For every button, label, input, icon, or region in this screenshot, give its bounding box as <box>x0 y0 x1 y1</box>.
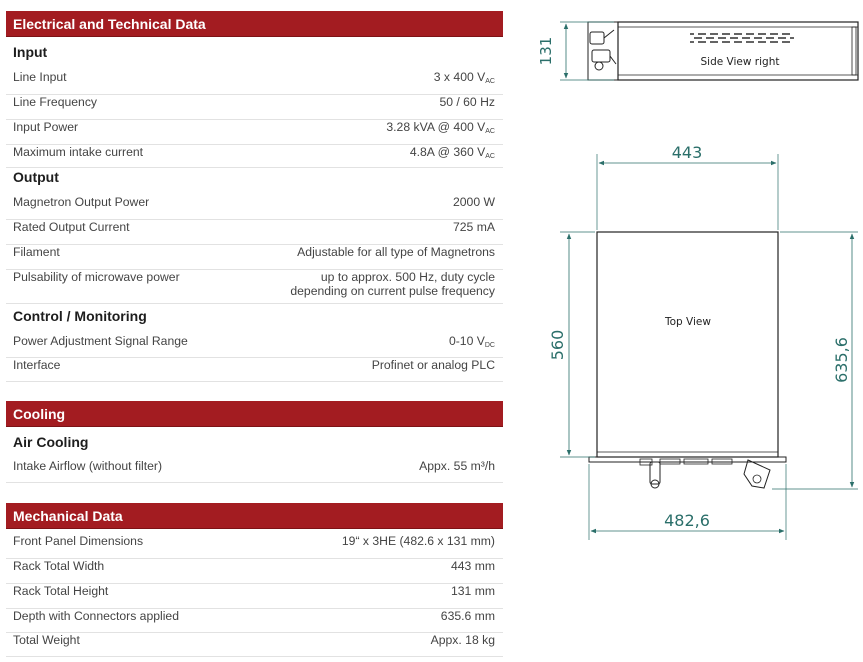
section-header-mechanical: Mechanical Data <box>6 503 503 529</box>
row-label: Total Weight <box>13 633 80 647</box>
subheading-output: Output <box>13 169 59 185</box>
top-view-drawing <box>589 232 786 488</box>
row-label: Line Frequency <box>13 95 98 109</box>
row-label: Intake Airflow (without filter) <box>13 459 163 473</box>
row-value: 635.6 mm <box>440 609 495 623</box>
section-header-cooling: Cooling <box>6 401 503 427</box>
row-value: 2000 W <box>452 195 495 209</box>
row-label: Power Adjustment Signal Range <box>13 334 188 348</box>
row-value: 725 mA <box>452 220 495 234</box>
svg-text:131: 131 <box>537 36 555 66</box>
dimension-depth <box>548 232 595 457</box>
side-view-label: Side View right <box>700 56 780 68</box>
dimension-width <box>597 143 778 230</box>
row-value: 3.28 kVA @ 400 $V_{AC}$ <box>386 120 495 135</box>
row-value: up to approx. 500 Hz, duty cycle depending on current pulse frequency <box>290 270 495 298</box>
dimension-height <box>537 22 614 80</box>
row-label: Filament <box>13 245 60 259</box>
row-value: Appx. 55 m³/h <box>419 459 495 473</box>
row-value: 443 mm <box>450 559 495 573</box>
svg-text:482,6: 482,6 <box>664 511 710 530</box>
row-label: Depth with Connectors applied <box>13 609 179 623</box>
row-label: Interface <box>13 358 61 372</box>
row-value: Appx. 18 kg <box>430 633 495 647</box>
side-view-drawing <box>588 22 858 80</box>
top-view-label: Top View <box>665 316 711 328</box>
row-value: 0-10 $V_{DC}$ <box>448 334 495 349</box>
svg-text:560: 560 <box>548 329 567 361</box>
row-value: Adjustable for all type of Magnetrons <box>297 245 495 259</box>
row-value: 19“ x 3HE (482.6 x 131 mm) <box>341 534 495 548</box>
section-header-electrical: Electrical and Technical Data <box>6 11 503 37</box>
svg-text:443: 443 <box>671 143 703 162</box>
row-label: Line Input <box>13 70 67 84</box>
row-value: 4.8A @ 360 $V_{AC}$ <box>409 145 495 160</box>
subheading-input: Input <box>13 44 48 60</box>
row-label: Front Panel Dimensions <box>13 534 144 548</box>
dimension-depth-total <box>772 232 858 489</box>
svg-text:635,6: 635,6 <box>832 337 851 383</box>
row-label: Pulsability of microwave power <box>13 270 180 284</box>
row-label: Maximum intake current <box>13 145 144 159</box>
row-value: 50 / 60 Hz <box>439 95 495 109</box>
row-label: Rated Output Current <box>13 220 130 234</box>
row-label: Rack Total Width <box>13 559 105 573</box>
row-value: 3 x 400 $V_{AC}$ <box>433 70 495 85</box>
subheading-air-cooling: Air Cooling <box>13 434 89 450</box>
row-value: Profinet or analog PLC <box>371 358 495 372</box>
row-label: Magnetron Output Power <box>13 195 150 209</box>
subheading-control-monitoring: Control / Monitoring <box>13 308 147 324</box>
row-label: Rack Total Height <box>13 584 109 598</box>
row-label: Input Power <box>13 120 79 134</box>
row-value: 131 mm <box>450 584 495 598</box>
